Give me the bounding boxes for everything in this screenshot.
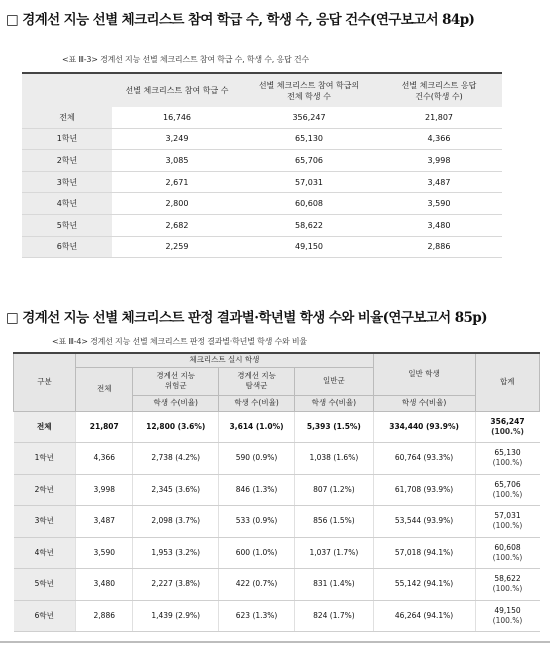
table2-row-label: 2학년 bbox=[14, 474, 76, 506]
table2-cell-total: 3,487 bbox=[76, 506, 133, 538]
table1-row bbox=[22, 107, 502, 128]
table1-cell: 65,130 bbox=[242, 128, 376, 150]
table2-row-label: 전체 bbox=[14, 411, 76, 443]
table2-subheader-general-group: 학생 수(비율) bbox=[295, 395, 373, 411]
table2-row bbox=[14, 600, 540, 632]
table1-header-classes: 선별 체크리스트 참여 학급 수 bbox=[112, 73, 242, 107]
table2-header-risk: 경계선 지능 위험군 bbox=[133, 367, 219, 395]
table2-cell-risk: 2,345 (3.6%) bbox=[133, 474, 219, 506]
table1-row bbox=[22, 128, 502, 150]
table1-row bbox=[22, 214, 502, 236]
table1-row-label: 4학년 bbox=[22, 193, 112, 215]
table2-caption: <표 Ⅲ-4> 경계선 지능 선별 체크리스트 판정 결과별·학년별 학생 수와 비율 bbox=[52, 337, 307, 346]
table2-sum-value: 49,150 bbox=[494, 605, 521, 615]
table2-header-category: 구분 bbox=[14, 353, 76, 411]
table2-cell-sum bbox=[475, 411, 539, 443]
table2-sum-value: 65,706 bbox=[494, 479, 521, 489]
table1-row-label: 6학년 bbox=[22, 236, 112, 258]
table1-cell: 3,085 bbox=[112, 150, 242, 172]
table1-row bbox=[22, 150, 502, 172]
table1-row bbox=[22, 236, 502, 258]
table2-cell-general-student: 57,018 (94.1%) bbox=[373, 537, 475, 569]
table2-subheader-general-student: 학생 수(비율) bbox=[373, 395, 475, 411]
table2-cell-general-student: 61,708 (93.9%) bbox=[373, 474, 475, 506]
table1-cell: 16,746 bbox=[112, 107, 242, 128]
table1-cell: 2,259 bbox=[112, 236, 242, 258]
table1-cell: 21,807 bbox=[376, 107, 502, 128]
results-table bbox=[13, 352, 540, 632]
table2-cell-general-group: 824 (1.7%) bbox=[295, 600, 373, 632]
table2-sum-percent: (100.%) bbox=[492, 552, 523, 562]
table1-header-responses: 선별 체크리스트 응답 건수(학생 수) bbox=[376, 73, 502, 107]
table2-sum-value: 58,622 bbox=[494, 574, 521, 584]
table2-cell-explore: 590 (0.9%) bbox=[218, 443, 294, 475]
table2-header-general-student: 일반 학생 bbox=[373, 353, 475, 395]
table1-row bbox=[22, 171, 502, 193]
table2-cell-sum bbox=[475, 600, 539, 632]
table2-sum-value: 356,247 bbox=[490, 416, 525, 426]
table2-row-label: 3학년 bbox=[14, 506, 76, 538]
table2-cell-sum bbox=[475, 506, 539, 538]
table1-row-label: 5학년 bbox=[22, 214, 112, 236]
table2-cell-sum bbox=[475, 569, 539, 601]
table2-header-general-group: 일반군 bbox=[295, 367, 373, 395]
table2-cell-general-group: 5,393 (1.5%) bbox=[295, 411, 373, 443]
table1-cell: 58,622 bbox=[242, 214, 376, 236]
table1-row-label: 1학년 bbox=[22, 128, 112, 150]
table2-sum-percent: (100.%) bbox=[492, 489, 523, 499]
table1-cell: 2,800 bbox=[112, 193, 242, 215]
table1-row-label: 2학년 bbox=[22, 150, 112, 172]
table2-sum-percent: (100.%) bbox=[491, 426, 524, 436]
table2-cell-explore: 3,614 (1.0%) bbox=[218, 411, 294, 443]
table2-row-label: 5학년 bbox=[14, 569, 76, 601]
table2-cell-risk: 1,439 (2.9%) bbox=[133, 600, 219, 632]
table2-cell-total: 3,998 bbox=[76, 474, 133, 506]
table2-row bbox=[14, 506, 540, 538]
table2-cell-general-group: 807 (1.2%) bbox=[295, 474, 373, 506]
section2-heading: □ 경계선 지능 선별 체크리스트 판정 결과별·학년별 학생 수와 비율(연구보고서 85p) bbox=[6, 310, 487, 326]
table2-cell-total: 21,807 bbox=[76, 411, 133, 443]
table1-cell: 3,249 bbox=[112, 128, 242, 150]
table1-cell: 3,590 bbox=[376, 193, 502, 215]
table2-sum-percent: (100.%) bbox=[492, 584, 523, 594]
table2-row bbox=[14, 474, 540, 506]
table2-cell-risk: 12,800 (3.6%) bbox=[133, 411, 219, 443]
table1-cell: 3,487 bbox=[376, 171, 502, 193]
table2-cell-total: 4,366 bbox=[76, 443, 133, 475]
table2-sum-value: 65,130 bbox=[494, 448, 521, 458]
table1-cell: 3,480 bbox=[376, 214, 502, 236]
table2-row bbox=[14, 537, 540, 569]
table2-sum-percent: (100.%) bbox=[492, 521, 523, 531]
table2-cell-general-student: 60,764 (93.3%) bbox=[373, 443, 475, 475]
table2-row-label: 1학년 bbox=[14, 443, 76, 475]
table2-sum-value: 57,031 bbox=[494, 511, 521, 521]
table2-header-sum: 합계 bbox=[475, 353, 539, 411]
table1-header-row bbox=[22, 73, 502, 107]
table2-cell-explore: 422 (0.7%) bbox=[218, 569, 294, 601]
table2-sum-percent: (100.%) bbox=[492, 615, 523, 625]
table2-sum-value: 60,608 bbox=[494, 542, 521, 552]
table1-cell: 356,247 bbox=[242, 107, 376, 128]
table2-cell-general-group: 1,037 (1.7%) bbox=[295, 537, 373, 569]
table2-cell-risk: 1,953 (3.2%) bbox=[133, 537, 219, 569]
table1-row bbox=[22, 193, 502, 215]
table1-row-label: 전체 bbox=[22, 107, 112, 128]
participation-table bbox=[22, 72, 502, 258]
table1-cell: 2,682 bbox=[112, 214, 242, 236]
table2-cell-explore: 600 (1.0%) bbox=[218, 537, 294, 569]
table2-cell-risk: 2,738 (4.2%) bbox=[133, 443, 219, 475]
table2-cell-risk: 2,098 (3.7%) bbox=[133, 506, 219, 538]
table2-row-label: 6학년 bbox=[14, 600, 76, 632]
table1-cell: 60,608 bbox=[242, 193, 376, 215]
table2-cell-general-student: 334,440 (93.9%) bbox=[373, 411, 475, 443]
table2-cell-general-student: 46,264 (94.1%) bbox=[373, 600, 475, 632]
table2-cell-general-group: 831 (1.4%) bbox=[295, 569, 373, 601]
bottom-divider bbox=[0, 641, 550, 643]
table2-cell-total: 3,480 bbox=[76, 569, 133, 601]
table2-cell-general-student: 55,142 (94.1%) bbox=[373, 569, 475, 601]
table2-cell-general-group: 1,038 (1.6%) bbox=[295, 443, 373, 475]
table2-cell-risk: 2,227 (3.8%) bbox=[133, 569, 219, 601]
table2-row bbox=[14, 411, 540, 443]
table1-cell: 3,998 bbox=[376, 150, 502, 172]
table2-cell-total: 2,886 bbox=[76, 600, 133, 632]
table1-cell: 49,150 bbox=[242, 236, 376, 258]
table1-cell: 65,706 bbox=[242, 150, 376, 172]
table1-header-blank bbox=[22, 73, 112, 107]
table1-cell: 4,366 bbox=[376, 128, 502, 150]
section1-heading: □ 경계선 지능 선별 체크리스트 참여 학급 수, 학생 수, 응답 건수(연구보고서 84p) bbox=[6, 12, 475, 28]
table2-header-explore: 경계선 지능 탐색군 bbox=[218, 367, 294, 395]
table2-subheader-risk: 학생 수(비율) bbox=[133, 395, 219, 411]
table2-cell-sum bbox=[475, 474, 539, 506]
table2-row bbox=[14, 443, 540, 475]
table2-cell-explore: 533 (0.9%) bbox=[218, 506, 294, 538]
table1-cell: 2,671 bbox=[112, 171, 242, 193]
table1-cell: 2,886 bbox=[376, 236, 502, 258]
table2-cell-general-group: 856 (1.5%) bbox=[295, 506, 373, 538]
table2-subheader-explore: 학생 수(비율) bbox=[218, 395, 294, 411]
table2-cell-explore: 846 (1.3%) bbox=[218, 474, 294, 506]
table1-header-students: 선별 체크리스트 참여 학급의 전체 학생 수 bbox=[242, 73, 376, 107]
table1-cell: 57,031 bbox=[242, 171, 376, 193]
table2-header-total: 전체 bbox=[76, 367, 133, 411]
table2-row bbox=[14, 569, 540, 601]
table2-cell-sum bbox=[475, 443, 539, 475]
table2-cell-general-student: 53,544 (93.9%) bbox=[373, 506, 475, 538]
table2-cell-total: 3,590 bbox=[76, 537, 133, 569]
table2-cell-explore: 623 (1.3%) bbox=[218, 600, 294, 632]
table2-row-label: 4학년 bbox=[14, 537, 76, 569]
table1-caption: <표 Ⅲ-3> 경계선 지능 선별 체크리스트 참여 학급 수, 학생 수, 응답 건수 bbox=[62, 55, 309, 64]
table2-sum-percent: (100.%) bbox=[492, 458, 523, 468]
table1-row-label: 3학년 bbox=[22, 171, 112, 193]
table2-cell-sum bbox=[475, 537, 539, 569]
table2-header-group: 체크리스트 실시 학생 bbox=[76, 353, 374, 367]
